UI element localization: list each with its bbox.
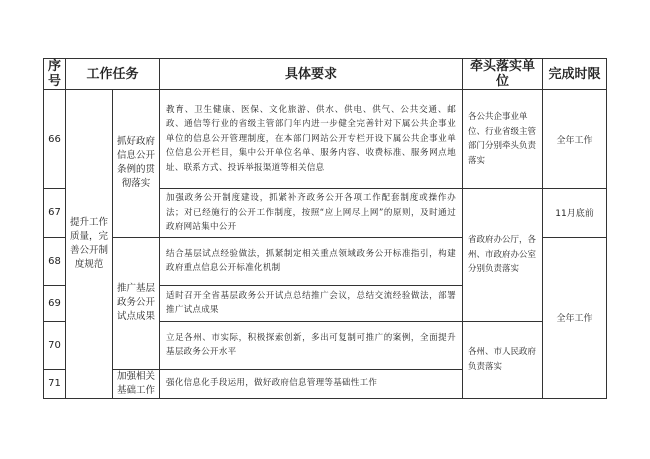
deadline: 11月底前: [543, 189, 607, 238]
row-number: 67: [44, 189, 66, 238]
deadline: 全年工作: [543, 90, 607, 189]
deadline: 全年工作: [543, 237, 607, 398]
task-category: 提升工作质量，完善公开制度规范: [66, 90, 113, 399]
responsible-unit: 省政府办公厅，各州、市政府办公室分别负责落实: [463, 189, 543, 322]
requirement-text: 强化信息化手段运用，做好政府信息管理等基础性工作: [160, 369, 463, 398]
responsible-unit: 各州、市人民政府负责落实: [463, 321, 543, 398]
requirement-text: 立足各州、市实际，积极探索创新，多出可复制可推广的案例，全面提升基层政务公开水平: [160, 321, 463, 369]
table-row: [44, 90, 607, 189]
header-unit: 牵头落实单 位: [463, 59, 543, 90]
subtask: 推广基层政务公开试点成果: [113, 237, 160, 369]
requirement-text: 结合基层试点经验做法，抓紧制定相关重点领域政务公开标准指引，构建政府重点信息公开标准化机制: [160, 237, 463, 285]
header-row: [44, 59, 607, 90]
subtask: 加强相关基础工作: [113, 369, 160, 398]
requirement-text: 教育、卫生健康、医保、文化旅游、供水、供电、供气、公共交通、邮政、通信等行业的省级主管部门年内进一步健全完善针对下属公共企事业单位的信息公开管理制度，在本部门网站公开专栏开设下属公共企事业单位信息公开栏目，集中公开单位名单、服务内容、收费标准、服务网点地址、联系方式、投诉举报渠道等相关信息: [160, 90, 463, 189]
header-task: 工作任务: [66, 59, 160, 90]
responsible-unit: 各公共企事业单位、行业省级主管部门分别牵头负责落实: [463, 90, 543, 189]
header-deadline: 完成时限: [543, 59, 607, 90]
row-number: 71: [44, 369, 66, 398]
header-seq: 序号: [44, 59, 66, 90]
header-requirements: 具体要求: [160, 59, 463, 90]
requirement-text: 加强政务公开制度建设，抓紧补齐政务公开各项工作配套制度或操作办法；对已经施行的公开工作制度，按照“应上网尽上网”的原则，及时通过政府网站集中公开: [160, 189, 463, 238]
requirement-text: 适时召开全省基层政务公开试点总结推广会议，总结交流经验做法，部署推广试点成果: [160, 285, 463, 321]
row-number: 70: [44, 321, 66, 369]
row-number: 66: [44, 90, 66, 189]
subtask: 抓好政府信息公开条例的贯彻落实: [113, 90, 160, 238]
row-number: 69: [44, 285, 66, 321]
row-number: 68: [44, 237, 66, 285]
task-table: [43, 58, 607, 399]
